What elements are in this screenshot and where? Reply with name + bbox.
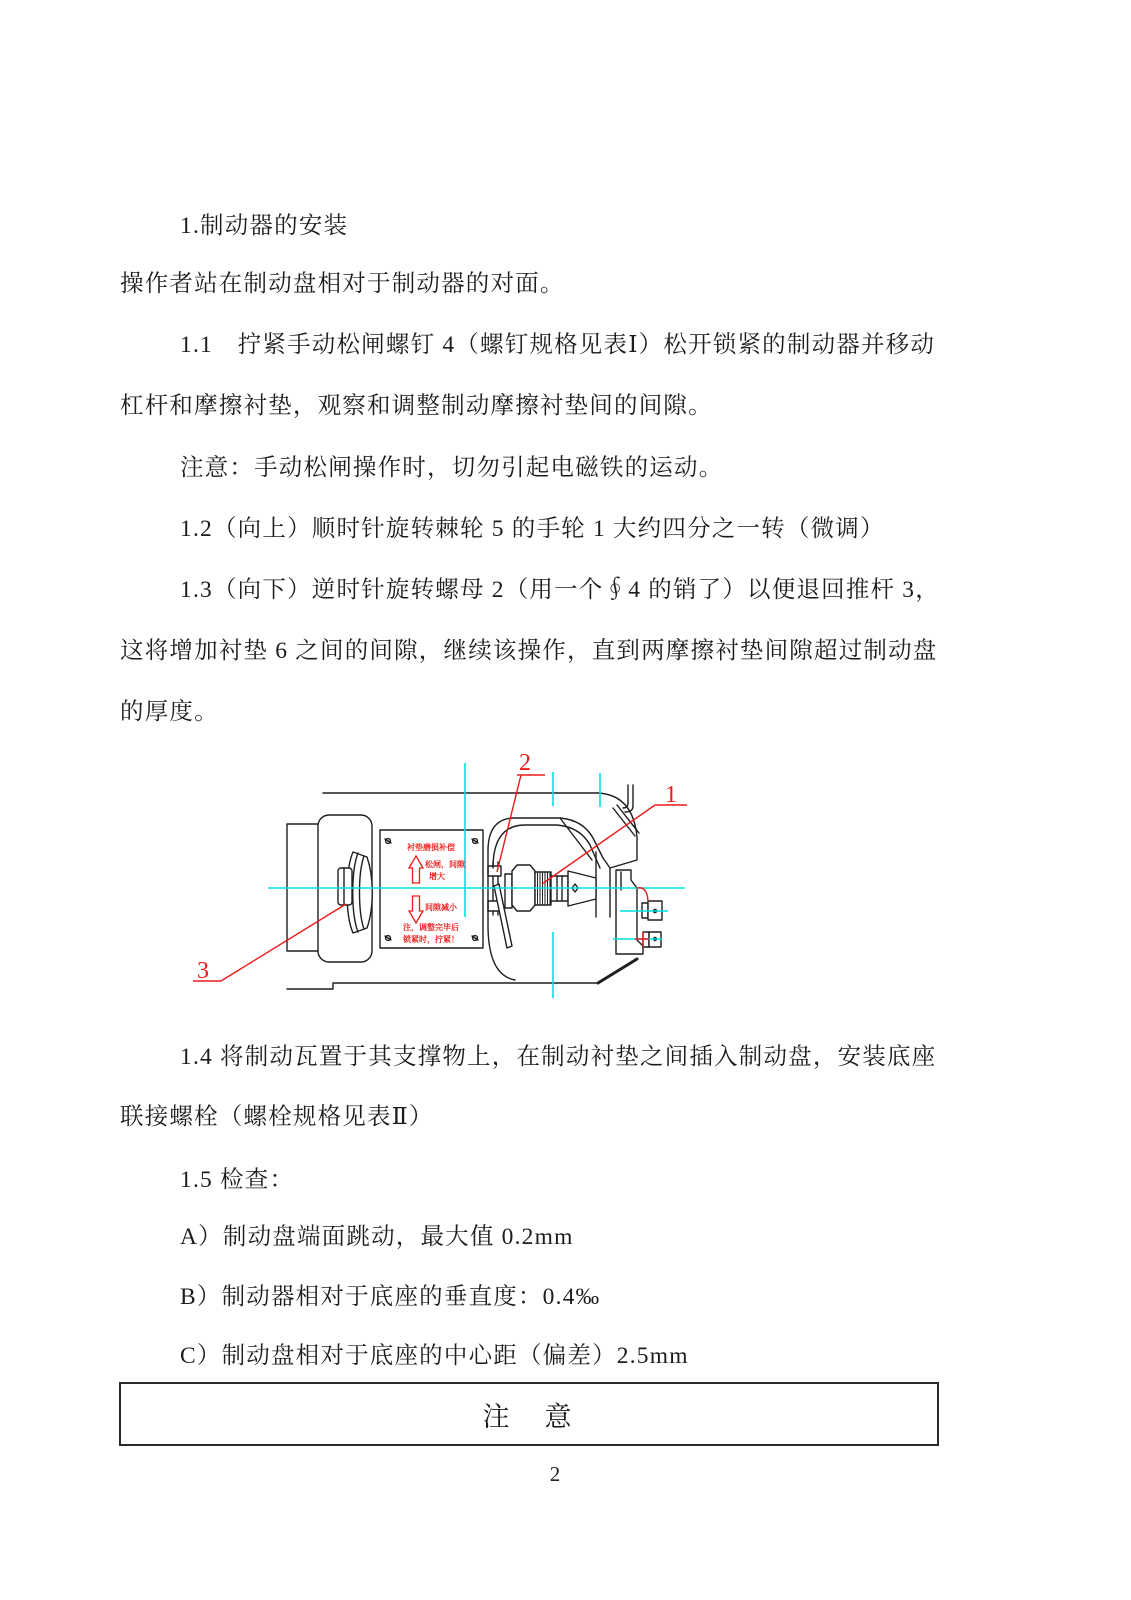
mounting-bracket — [616, 870, 643, 954]
part-label-3: 3 — [197, 958, 209, 984]
paragraph-line: 1.2（向上）顺时针旋转棘轮 5 的手轮 1 大约四分之一转（微调） — [180, 516, 885, 542]
part-label-2: 2 — [519, 750, 531, 776]
page-number: 2 — [549, 1462, 561, 1486]
plate-up-note-1: 松闸，间隙 — [425, 860, 465, 869]
paragraph-line: 操作者站在制动盘相对于制动器的对面。 — [120, 271, 565, 297]
paragraph-line: 这将增加衬垫 6 之间的间隙，继续该操作，直到两摩擦衬垫间隙超过制动盘 — [120, 638, 938, 664]
paragraph-line: 1.5 检查： — [180, 1167, 295, 1193]
plate-bottom-note-1: 注，调整完毕后 — [403, 923, 459, 932]
plate-down-note: 间隙减小 — [425, 903, 457, 912]
drawing-black-lines — [287, 785, 662, 989]
leader-2 — [497, 775, 545, 872]
leader-1 — [542, 805, 687, 884]
notice-box — [119, 1382, 939, 1446]
paragraph-line: 1.1 拧紧手动松闸螺钉 4（螺钉规格见表Ⅰ）松开锁紧的制动器并移动 — [180, 332, 936, 358]
paragraph-line: 1.4 将制动瓦置于其支撑物上，在制动衬垫之间插入制动盘，安装底座 — [180, 1044, 937, 1070]
plate-up-note-2: 增大 — [429, 872, 445, 881]
red-detail-upper — [637, 888, 648, 901]
heading-install: 1.制动器的安装 — [180, 213, 349, 239]
check-item-a: A）制动盘端面跳动，最大值 0.2mm — [180, 1224, 574, 1250]
plate-bottom-note-2: 锁紧时，拧紧！ — [403, 935, 459, 944]
push-rod — [338, 868, 352, 905]
brake-drawing-svg — [185, 740, 695, 1008]
paragraph-line: 杠杆和摩擦衬垫，观察和调整制动摩擦衬垫间的间隙。 — [120, 393, 713, 419]
brake-drawing-figure — [185, 740, 695, 1008]
paragraph-line: 联接螺栓（螺栓规格见表Ⅱ） — [120, 1104, 434, 1130]
paragraph-line: 的厚度。 — [120, 699, 219, 725]
note-line: 注意：手动松闸操作时，切勿引起电磁铁的运动。 — [180, 455, 724, 481]
check-item-b: B）制动器相对于底座的垂直度：0.4‰ — [180, 1284, 601, 1310]
part-label-1: 1 — [665, 782, 677, 808]
check-item-c: C）制动盘相对于底座的中心距（偏差）2.5mm — [180, 1343, 689, 1369]
plate-title: 衬垫磨损补偿 — [407, 843, 455, 852]
notice-title: 注 意 — [482, 1401, 576, 1432]
paragraph-line: 1.3（向下）逆时针旋转螺母 2（用一个∮4 的销了）以便退回推杆 3， — [180, 577, 940, 603]
